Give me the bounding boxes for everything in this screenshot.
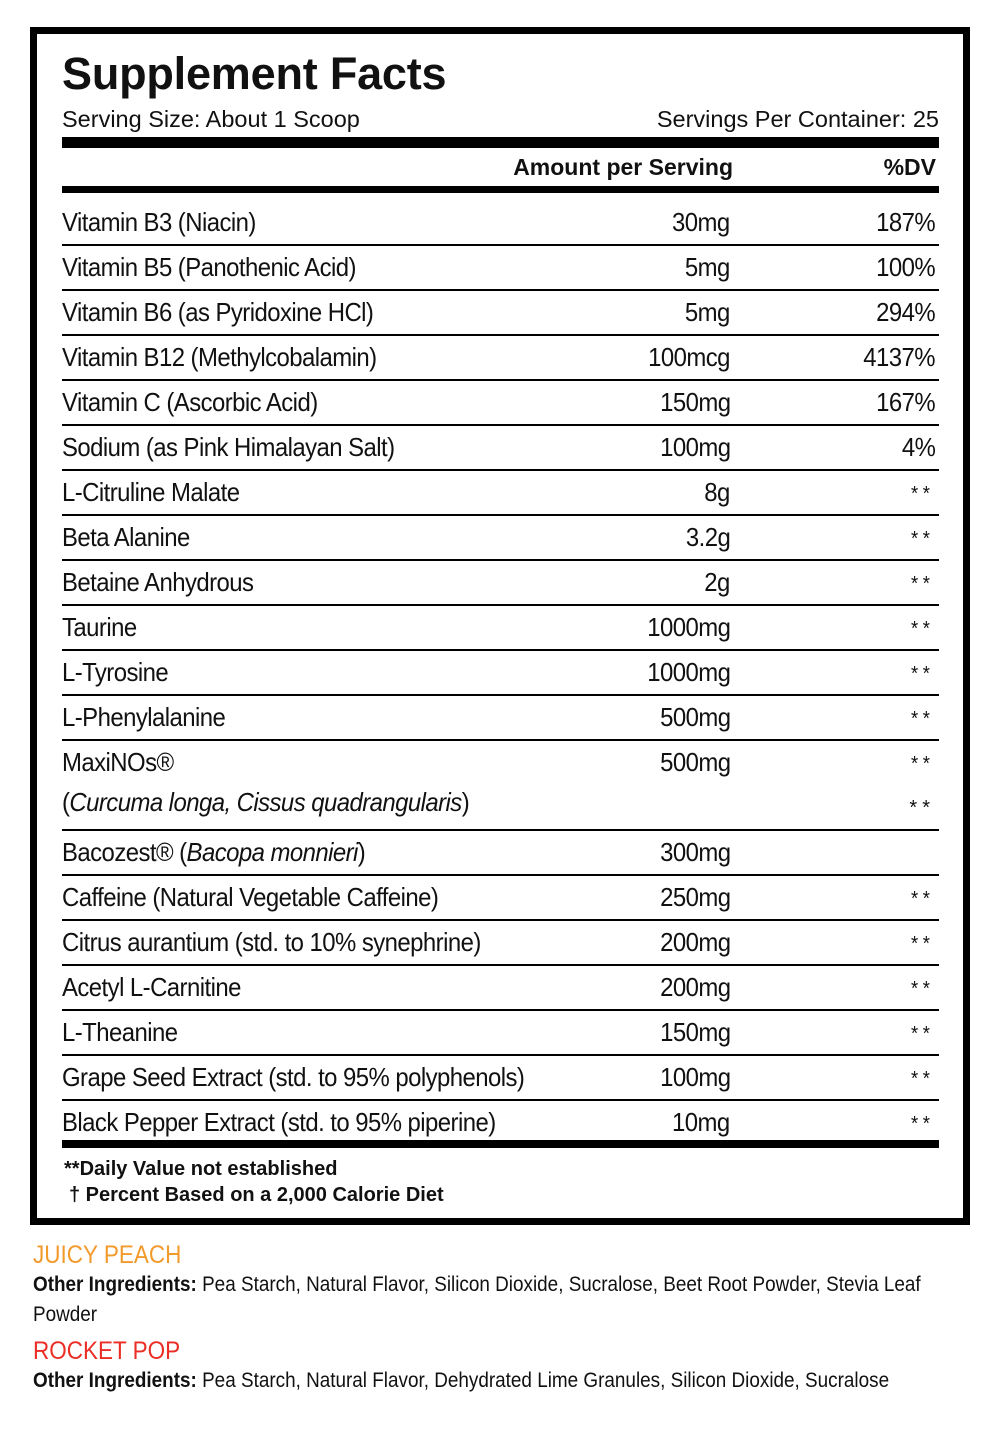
nutrient-amount: 500mg: [659, 747, 730, 777]
table-row: [62, 651, 939, 696]
nutrient-amount: 30mg: [672, 207, 730, 237]
table-row-maxinos: [62, 741, 939, 831]
nutrient-amount: 200mg: [659, 927, 730, 957]
table-row: [62, 516, 939, 561]
nutrient-amount: 3.2g: [685, 522, 730, 552]
footnote-percent-basis: † Percent Based on a 2,000 Calorie Diet: [69, 1184, 444, 1206]
nutrient-dv: **: [911, 663, 935, 685]
nutrient-name: Acetyl L-Carnitine: [62, 972, 241, 1002]
nutrient-name: Vitamin B12 (Methylcobalamin): [62, 342, 377, 372]
nutrient-amount: 1000mg: [646, 657, 730, 687]
table-row: [62, 876, 939, 921]
servings-per-container: Servings Per Container: 25: [656, 106, 939, 132]
other-ingredients-rocket-pop: [33, 1366, 942, 1396]
nutrient-dv: **: [911, 888, 935, 910]
nutrient-table: [62, 201, 939, 1146]
nutrient-dv: **: [911, 1023, 935, 1045]
nutrient-dv: 187%: [876, 207, 935, 237]
nutrient-dv: **: [911, 933, 935, 955]
table-row: [62, 1056, 939, 1101]
nutrient-name: Grape Seed Extract (std. to 95% polyphenols): [62, 1062, 525, 1092]
thick-divider: [62, 137, 939, 148]
nutrient-dv: **: [911, 708, 935, 730]
other-ingredients-label: Other Ingredients:: [33, 1273, 197, 1296]
nutrient-amount: 8g: [704, 477, 730, 507]
maxinos-botanicals: (Curcuma longa, Cissus quadrangularis): [62, 787, 470, 817]
nutrient-amount: 5mg: [685, 252, 730, 282]
table-row: [62, 336, 939, 381]
table-row: [62, 921, 939, 966]
nutrient-dv: 294%: [876, 297, 935, 327]
nutrient-name: L-Phenylalanine: [62, 702, 226, 732]
nutrient-dv: 100%: [876, 252, 935, 282]
table-row: [62, 246, 939, 291]
table-row: [62, 426, 939, 471]
nutrient-dv: 4%: [901, 432, 935, 462]
nutrient-dv: **: [911, 1068, 935, 1090]
table-row: [62, 606, 939, 651]
nutrient-dv: **: [911, 618, 935, 640]
table-row: [62, 471, 939, 516]
table-row: [62, 201, 939, 246]
nutrient-dv: **: [911, 483, 935, 505]
nutrient-name: Betaine Anhydrous: [62, 567, 254, 597]
table-row: [62, 966, 939, 1011]
nutrient-amount: 500mg: [659, 702, 730, 732]
flavor-name-rocket-pop: ROCKET POP: [33, 1337, 181, 1365]
nutrient-amount: 100mcg: [648, 342, 730, 372]
footnote-daily-value: **Daily Value not established: [64, 1158, 338, 1180]
table-row: [62, 291, 939, 336]
nutrient-name: L-Tyrosine: [62, 657, 169, 687]
nutrient-amount: 5mg: [685, 297, 730, 327]
nutrient-name: MaxiNOs®: [62, 747, 174, 777]
nutrient-name: Black Pepper Extract (std. to 95% piperine): [62, 1107, 496, 1137]
panel-title: Supplement Facts: [62, 48, 447, 99]
nutrient-name: L-Citruline Malate: [62, 477, 240, 507]
nutrient-name: Sodium (as Pink Himalayan Salt): [62, 432, 395, 462]
other-ingredients-list: Pea Starch, Natural Flavor, Dehydrated Lime Granules, Silicon Dioxide, Sucralose: [196, 1369, 890, 1392]
table-row: [62, 1011, 939, 1056]
nutrient-name: L-Theanine: [62, 1017, 178, 1047]
nutrient-amount: 150mg: [659, 387, 730, 417]
other-ingredients-label: Other Ingredients:: [33, 1369, 197, 1392]
nutrient-name: Citrus aurantium (std. to 10% synephrine): [62, 927, 481, 957]
nutrient-amount: 100mg: [659, 432, 730, 462]
nutrient-dv: **: [911, 528, 935, 550]
supplement-facts-panel: [30, 27, 970, 1225]
nutrient-dv: **: [911, 753, 935, 775]
nutrient-name: Vitamin B5 (Panothenic Acid): [62, 252, 356, 282]
nutrient-dv: **: [911, 978, 935, 1000]
nutrient-dv: 167%: [876, 387, 935, 417]
nutrient-name: Bacozest® (Bacopa monnieri): [62, 837, 366, 867]
nutrient-amount: 10mg: [672, 1107, 730, 1137]
nutrient-dv: **: [911, 1113, 935, 1135]
table-row-bacozest: [62, 831, 939, 876]
table-row: [62, 696, 939, 741]
nutrient-dv-secondary: **: [909, 797, 935, 819]
flavor-name-juicy-peach: JUICY PEACH: [33, 1241, 182, 1269]
nutrient-name: Vitamin C (Ascorbic Acid): [62, 387, 318, 417]
table-row: [62, 561, 939, 606]
nutrient-name: Caffeine (Natural Vegetable Caffeine): [62, 882, 439, 912]
nutrient-amount: 1000mg: [646, 612, 730, 642]
nutrient-name: Vitamin B6 (as Pyridoxine HCl): [62, 297, 374, 327]
nutrient-name: Vitamin B3 (Niacin): [62, 207, 256, 237]
nutrient-dv: 4137%: [863, 342, 935, 372]
header-divider: [62, 186, 939, 193]
dv-column-header: %DV: [883, 154, 936, 180]
serving-size: Serving Size: About 1 Scoop: [62, 106, 360, 132]
nutrient-amount: 100mg: [659, 1062, 730, 1092]
nutrient-amount: 2g: [704, 567, 730, 597]
nutrient-amount: 250mg: [659, 882, 730, 912]
other-ingredients-juicy-peach: [33, 1270, 942, 1330]
nutrient-dv: **: [911, 573, 935, 595]
nutrient-name: Taurine: [62, 612, 137, 642]
other-ingredients-list: Pea Starch, Natural Flavor, Silicon Dioxide, Sucralose, Beet Root Powder, Stevia Leaf Powder: [33, 1273, 921, 1326]
nutrient-amount: 200mg: [659, 972, 730, 1002]
nutrient-amount: 300mg: [659, 837, 730, 867]
nutrient-name: Beta Alanine: [62, 522, 190, 552]
footer-divider: [62, 1140, 939, 1148]
nutrient-amount: 150mg: [659, 1017, 730, 1047]
amount-column-header: Amount per Serving: [513, 154, 733, 180]
table-row: [62, 381, 939, 426]
